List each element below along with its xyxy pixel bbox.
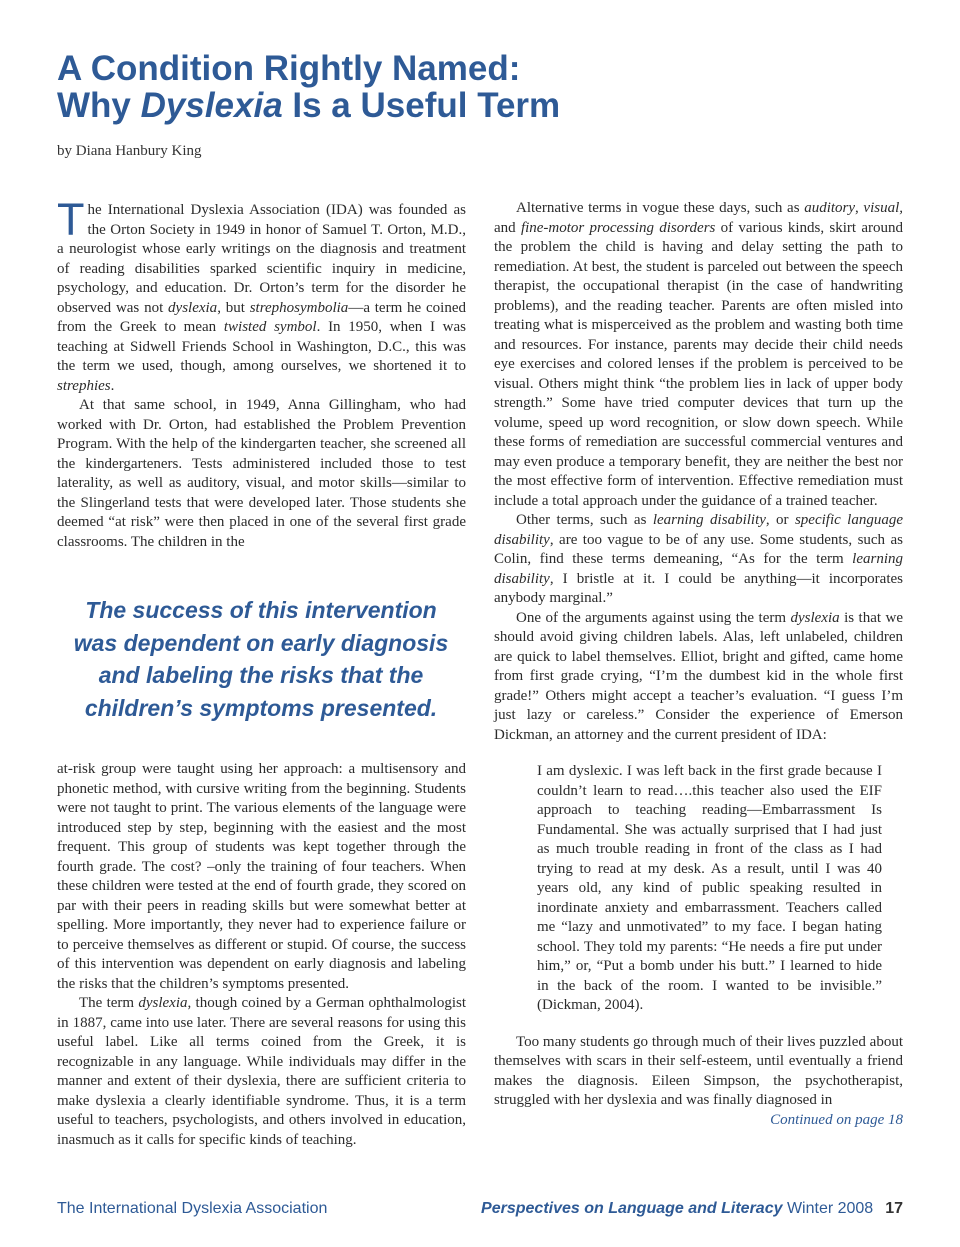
paragraph-8: Too many students go through much of their lives puzzled about themselves with scars in their self-esteem, until eventually a friend makes the diagnosis. Eileen Simpson, the psychotherapist, struggled with her dyslexia and was finally diagnosed in [494,1033,903,1108]
paragraph-5: Alternative terms in vogue these days, such as auditory, visual, and fine-motor processing disorders of various kinds, skirt around the problem the child is having and delay setting the path to remediation. At best, the student is parceled out between the speech therapist, the occupational therapist (in the case of handwriting problems), and the reading teacher. Parents are often misled into treating what is misperceived as the problem and wasting both time and resources. For instance, parents may decide their child needs eye exercises and colored lenses if the problem is perceived to be visual. Others might think “the problem lies in lack of upper body strength.” Some have tried computer devices that turn up the volume, speed up word recognition, or slow down speech. While these forms of remediation are successful commercial ventures and may even produce a temporary benefit, they are neither the best nor the most effective form of intervention. Effective remediation must include a total approach under the guidance of a trained teacher. [494,200,903,509]
left-column-bottom [57,760,466,1150]
page-number: 17 [885,1200,903,1217]
pull-quote: The success of this intervention was dependent on early diagnosis and labeling the risks that the children’s symptoms presented. [73,597,449,721]
paragraph-2: At that same school, in 1949, Anna Gillingham, who had worked with Dr. Orton, had established the Problem Prevention Program. With the help of the kindergarten teacher, she screened all the kindergarteners. Tests administered included those to test laterality, as well as auditory, visual, and motor skills—similar to the Slingerland tests that were developed later. Those students she deemed “at risk” were then placed in one of the several first grade classrooms. The children in the [57,397,466,550]
article-title [57,50,917,124]
footer-organization: The International Dyslexia Association [57,1200,328,1217]
title-line-1: A Condition Rightly Named: [57,49,521,88]
continued-link[interactable]: Continued on page 18 [770,1111,903,1128]
drop-cap: T [57,194,85,245]
publication-name: Perspectives on Language and Literacy [481,1200,783,1217]
paragraph-1: The International Dyslexia Association (IDA) was founded as the Orton Society in 1949 in honor of Samuel T. Orton, M.D., a neurologist whose early writings on the diagnosis and treatment of reading disabilities sparked scientific inquiry in medicine, psychology, and education. Dr. Orton’s term for the disorder he observed was not dyslexia, but strephosymbolia—a term he coined from the Greek to mean twisted symbol. In 1950, when I was teaching at Sidwell Friends School in Washington, D.C., this was the term we used, though, among ourselves, we shortened it to strephies. [57,194,466,394]
issue-date: Winter 2008 [786,1200,874,1217]
title-line-2: Why Dyslexia Is a Useful Term [57,86,561,125]
byline: by Diana Hanbury King [57,143,202,159]
right-column [494,199,903,1130]
footer-publication [481,1200,903,1218]
left-column-top [57,194,466,552]
paragraph-7: One of the arguments against using the term dyslexia is that we should avoid giving children labels. Alas, left unlabeled, children are quick to label themselves. Elliot, bright and gifted, came home from first grade crying, “I’m the dumbest kid in the whole first grade!” Others might accept a teacher’s evaluation. “I guess I’m just lazy or careless.” Consider the experience of Emerson Dickman, an attorney and the current president of IDA: [494,609,903,743]
paragraph-3: at-risk group were taught using her approach: a multisensory and phonetic method, with cursive writing from the beginning. Students were not taught to print. The various elements of the language were introduced step by step, beginning with the easiest and the most frequent. This group of students was kept together through the fourth grade. The cost? –only the training of four teachers. When these children were tested at the end of fourth grade, they scored on par with their peers in reading skills but were somewhat better at spelling. More importantly, they never had to experience failure or to perceive themselves as different or stupid. Of course, the success of this intervention was dependent on early diagnosis and labeling the risks that the children’s symptoms presented. [57,761,466,992]
paragraph-4: The term dyslexia, though coined by a German ophthalmologist in 1887, came into use later. There are several reasons for using this useful label. Like all terms coined from the Greek, it is recognizable in any language. While individuals may differ in the manner and extent of their dyslexia, there are sufficient criteria to make dyslexia a clearly identifiable syndrome. Thus, it is a term useful to teachers, psychologists, and others involved in education, inasmuch as it calls for specific kinds of teaching. [57,995,467,1148]
block-quote: I am dyslexic. I was left back in the first grade because I couldn’t learn to read….this teacher also used the EIF approach to teaching reading—Embarrassment Is Fundamental. She was actually surprised that I had just as much trouble reading in front of the class as I had trying to read at my desk. As a result, until I was 40 years old, any kind of public speaking resulted in inordinate anxiety and embarrassment. Teachers called me “lazy and unmotivated” to my face. I began hating school. They told my parents: “He needs a fire put under him,” or, “Put a bomb under his butt.” I learned to hide in the back of the room. I wanted to be invisible.” (Dickman, 2004). [537,763,882,1013]
paragraph-6: Other terms, such as learning disability, or specific language disability, are too vague to be of any use. Some students, such as Colin, find these terms demeaning, “As for the term learning disability, I bristle at it. I could be anything—it incorporates anybody marginal.” [494,512,904,606]
